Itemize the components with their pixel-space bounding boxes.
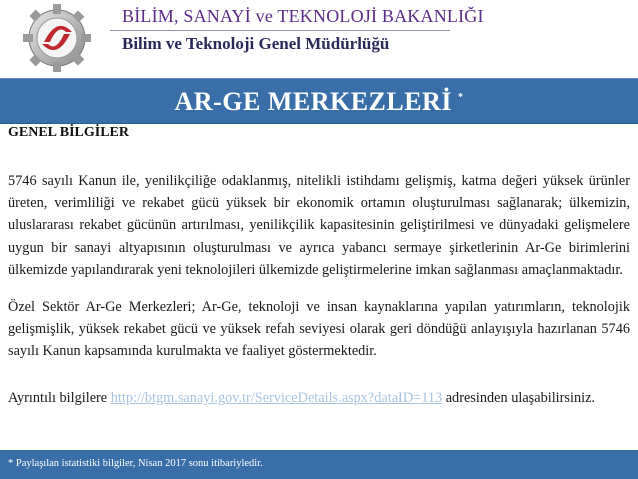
page-title-text: AR-GE MERKEZLERİ <box>174 87 452 116</box>
title-footnote-marker: * <box>457 92 464 104</box>
title-banner <box>0 78 638 124</box>
details-link[interactable]: http://btgm.sanayi.gov.tr/ServiceDetails.aspx?dataID=113 <box>110 390 443 406</box>
paragraph-details <box>8 387 630 409</box>
directorate-name: Bilim ve Teknoloji Genel Müdürlüğü <box>122 34 390 53</box>
footer-bar <box>0 450 638 479</box>
header <box>0 0 638 76</box>
section-heading: GENEL BİLGİLER <box>8 125 129 140</box>
gear-logo-icon <box>14 2 100 74</box>
page-title <box>0 87 638 117</box>
ministry-name: BİLİM, SANAYİ ve TEKNOLOJİ BAKANLIĞI <box>122 6 484 26</box>
paragraph-private-sector: Özel Sektör Ar-Ge Merkezleri; Ar-Ge, teknoloji ve insan kaynaklarına yapılan yatırımların, teknolojik gelişmişlik, yüksek rekabet gücü ve yüksek refah seviyesi olarak geri döndüğü anlayışıyla hazırlanan 5746 sayılı Kanun kapsamında kurulmakta ve faaliyet göstermektedir. <box>8 299 630 360</box>
details-text-before: Ayrıntılı bilgilere <box>8 390 108 406</box>
header-divider <box>110 30 450 31</box>
paragraph-intro: 5746 sayılı Kanun ile, yenilikçiliğe odaklanmış, nitelikli istihdamı gelişmiş, katma değeri yüksek ürünler üreten, verimliliği ve rekabet gücü yüksek bir ekonomik ortamın oluşturulması sağlanarak; ülkemizin, uluslararası rekabet gücünün artırılması, yenilikçilik kapasitesinin geliştirilmesi ve dünyadaki gelişmelere uygun bir sanayi altyapısının oluşturulması ve ayrıca yabancı sermaye şirketlerinin Ar-Ge birimlerini ülkemizde yapılandırarak yeni teknolojileri ülkemizde geliştirmelerine imkan sağlanması amaçlanmaktadır. <box>8 173 630 278</box>
details-text-after: adresinden ulaşabilirsiniz. <box>445 390 595 406</box>
footnote: * Paylaşılan istatistiki bilgiler, Nisan 2017 sonu itibariyledir. <box>8 458 263 469</box>
